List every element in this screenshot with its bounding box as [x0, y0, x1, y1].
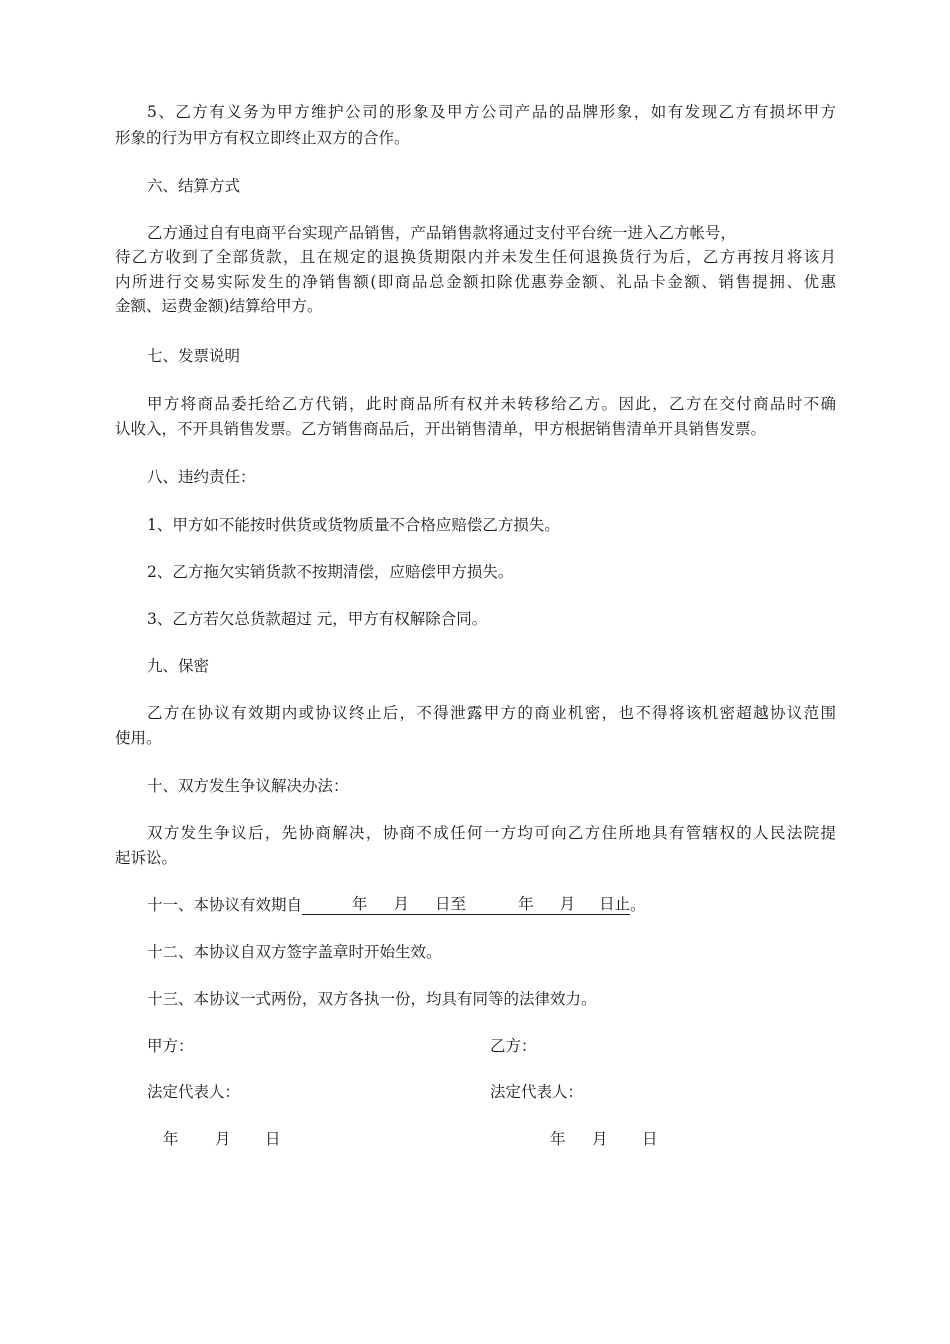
sec7-line2: 认收入，不开具销售发票。乙方销售商品后，开出销售清单，甲方根据销售清单开具销售发票。	[115, 420, 767, 438]
clause5-line2: 形象的行为甲方有权立即终止双方的合作。	[115, 129, 410, 147]
sec11-month1: 月	[393, 895, 410, 913]
sec8-item1: 1、甲方如不能按时供货或货物质量不合格应赔偿乙方损失。	[147, 516, 560, 534]
sec7-heading: 七、发票说明	[147, 347, 241, 365]
sec6-line1: 乙方通过自有电商平台实现产品销售，产品销售款将通过支付平台统一进入乙方帐号，	[147, 224, 737, 242]
sec8-heading: 八、违约责任：	[147, 468, 256, 486]
clause5-line1: 5、乙方有义务为甲方维护公司的形象及甲方公司产品的品牌形象，如有发现乙方有损坏甲方	[147, 103, 836, 121]
sec11-validity-line	[147, 894, 646, 915]
sec11-period-blank	[302, 894, 630, 915]
date-a-day: 日	[265, 1130, 281, 1148]
sec9-line1: 乙方在协议有效期内或协议终止后，不得泄露甲方的商业机密，也不得将该机密超越协议范围	[147, 704, 836, 722]
party-b-label: 乙方：	[490, 1037, 537, 1055]
sec10-heading: 十、双方发生争议解决办法：	[147, 777, 349, 795]
sec6-line2: 待乙方收到了全部货款，且在规定的退换货期限内并未发生任何退换货行为后，乙方再按月将该月	[115, 248, 836, 266]
date-b-month: 月	[592, 1130, 608, 1148]
date-a-year: 年	[163, 1130, 179, 1148]
sec10-line1: 双方发生争议后，先协商解决，协商不成任何一方均可向乙方住所地具有管辖权的人民法院提	[147, 824, 836, 842]
sec11-day2-end: 日止	[599, 895, 631, 913]
rep-b-label: 法定代表人：	[490, 1083, 584, 1101]
sec11-period: 。	[630, 896, 646, 914]
date-b-day: 日	[642, 1130, 658, 1148]
sec11-month2: 月	[559, 895, 576, 913]
rep-a-label: 法定代表人：	[147, 1083, 241, 1101]
sec6-line3: 内所进行交易实际发生的净销售额(即商品总金额扣除优惠券金额、礼品卡金额、销售提拥、优惠	[115, 273, 836, 291]
sec12-text: 十二、本协议自双方签字盖章时开始生效。	[147, 943, 442, 961]
sec11-day1-to: 日至	[435, 895, 467, 913]
sec6-line4: 金额、运费金额)结算给甲方。	[115, 297, 323, 315]
sec9-line2: 使用。	[115, 729, 162, 747]
sec9-heading: 九、保密	[147, 657, 210, 675]
sec10-line2: 起诉讼。	[115, 849, 178, 867]
sec6-heading: 六、结算方式	[147, 177, 241, 195]
sec11-prefix: 十一、本协议有效期自	[147, 896, 303, 914]
sec8-item2: 2、乙方拖欠实销货款不按期清偿，应赔偿甲方损失。	[147, 563, 514, 581]
date-b-year: 年	[550, 1130, 566, 1148]
date-a-month: 月	[215, 1130, 231, 1148]
sec13-text: 十三、本协议一式两份，双方各执一份，均具有同等的法律效力。	[147, 990, 597, 1008]
sec11-year1: 年	[352, 895, 368, 913]
party-a-label: 甲方：	[147, 1037, 194, 1055]
sec8-item3: 3、乙方若欠总货款超过 元，甲方有权解除合同。	[147, 610, 488, 628]
sec7-line1: 甲方将商品委托给乙方代销，此时商品所有权并未转移给乙方。因此，乙方在交付商品时不确	[147, 395, 836, 413]
sec11-year2: 年	[518, 895, 534, 913]
